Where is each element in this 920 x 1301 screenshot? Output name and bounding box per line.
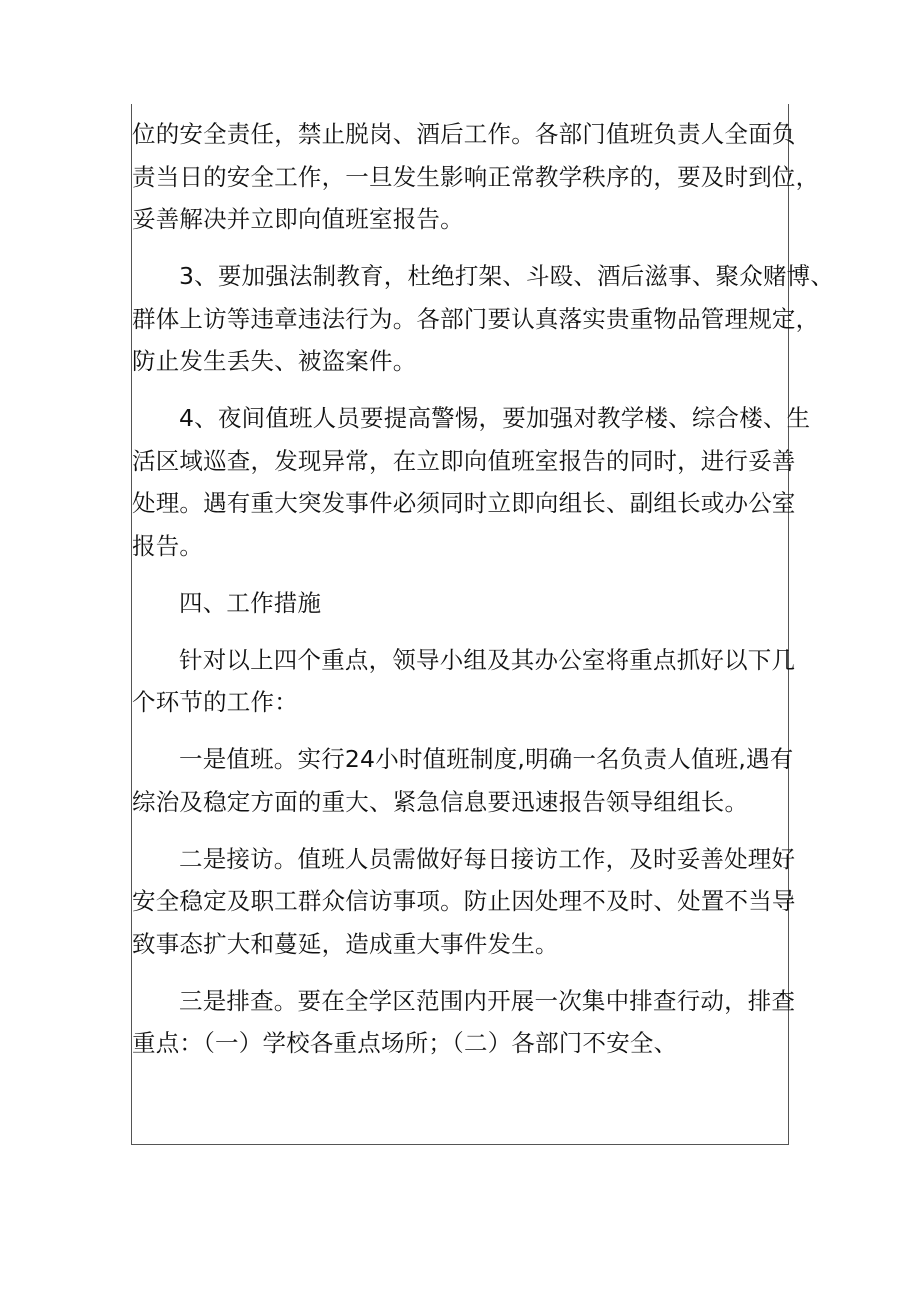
text-line: 致事态扩大和蔓延，造成重大事件发生。 [132, 929, 559, 958]
text-line: 三是排查。要在全学区范围内开展一次集中排查行动，排查 [179, 986, 796, 1015]
paragraph-legal-education [132, 255, 835, 383]
paragraph-night-duty [132, 397, 811, 567]
section-heading: 四、工作措施 [179, 588, 322, 617]
text-line: 3、要加强法制教育，杜绝打架、斗殴、酒后滋事、聚众赌博、 [179, 262, 835, 290]
document-body [132, 113, 835, 1079]
text-line: 一是值班。实行24小时值班制度,明确一名负责人值班,遇有 [179, 745, 794, 773]
text-line: 报告。 [132, 531, 204, 560]
text-line: 处理。遇有重大突发事件必须同时立即向组长、副组长或办公室 [132, 489, 796, 517]
paragraph-measure-duty [132, 738, 794, 823]
text-line: 个环节的工作： [132, 688, 298, 716]
text-line: 重点：（一）学校各重点场所；（二）各部门不安全、 [132, 1029, 678, 1057]
text-line: 二是接访。值班人员需做好每日接访工作，及时妥善处理好 [179, 844, 796, 873]
text-line: 责当日的安全工作，一旦发生影响正常教学秩序的，要及时到位， [132, 162, 820, 191]
section-heading-work-measures [132, 582, 788, 625]
text-line: 综治及稳定方面的重大、紧急信息要迅速报告领导组组长。 [132, 787, 749, 816]
text-line: 妥善解决并立即向值班室报告。 [132, 205, 464, 233]
text-line: 4、夜间值班人员要提高警惕，要加强对教学楼、综合楼、生 [179, 404, 811, 432]
text-line: 针对以上四个重点，领导小组及其办公室将重点抓好以下几 [179, 645, 796, 674]
text-line: 位的安全责任，禁止脱岗、酒后工作。各部门值班负责人全面负 [132, 120, 796, 148]
paragraph-measure-inspection [132, 980, 796, 1065]
paragraph-measure-reception [132, 838, 796, 966]
text-line: 活区域巡查，发现异常，在立即向值班室报告的同时，进行妥善 [132, 446, 796, 475]
text-line: 群体上访等违章违法行为。各部门要认真落实贵重物品管理规定， [132, 304, 820, 333]
text-line: 防止发生丢失、被盗案件。 [132, 347, 417, 375]
text-line: 安全稳定及职工群众信访事项。防止因处理不及时、处置不当导 [132, 887, 796, 915]
paragraph-measures-intro [132, 639, 796, 724]
paragraph-duty-responsibility [132, 113, 820, 241]
